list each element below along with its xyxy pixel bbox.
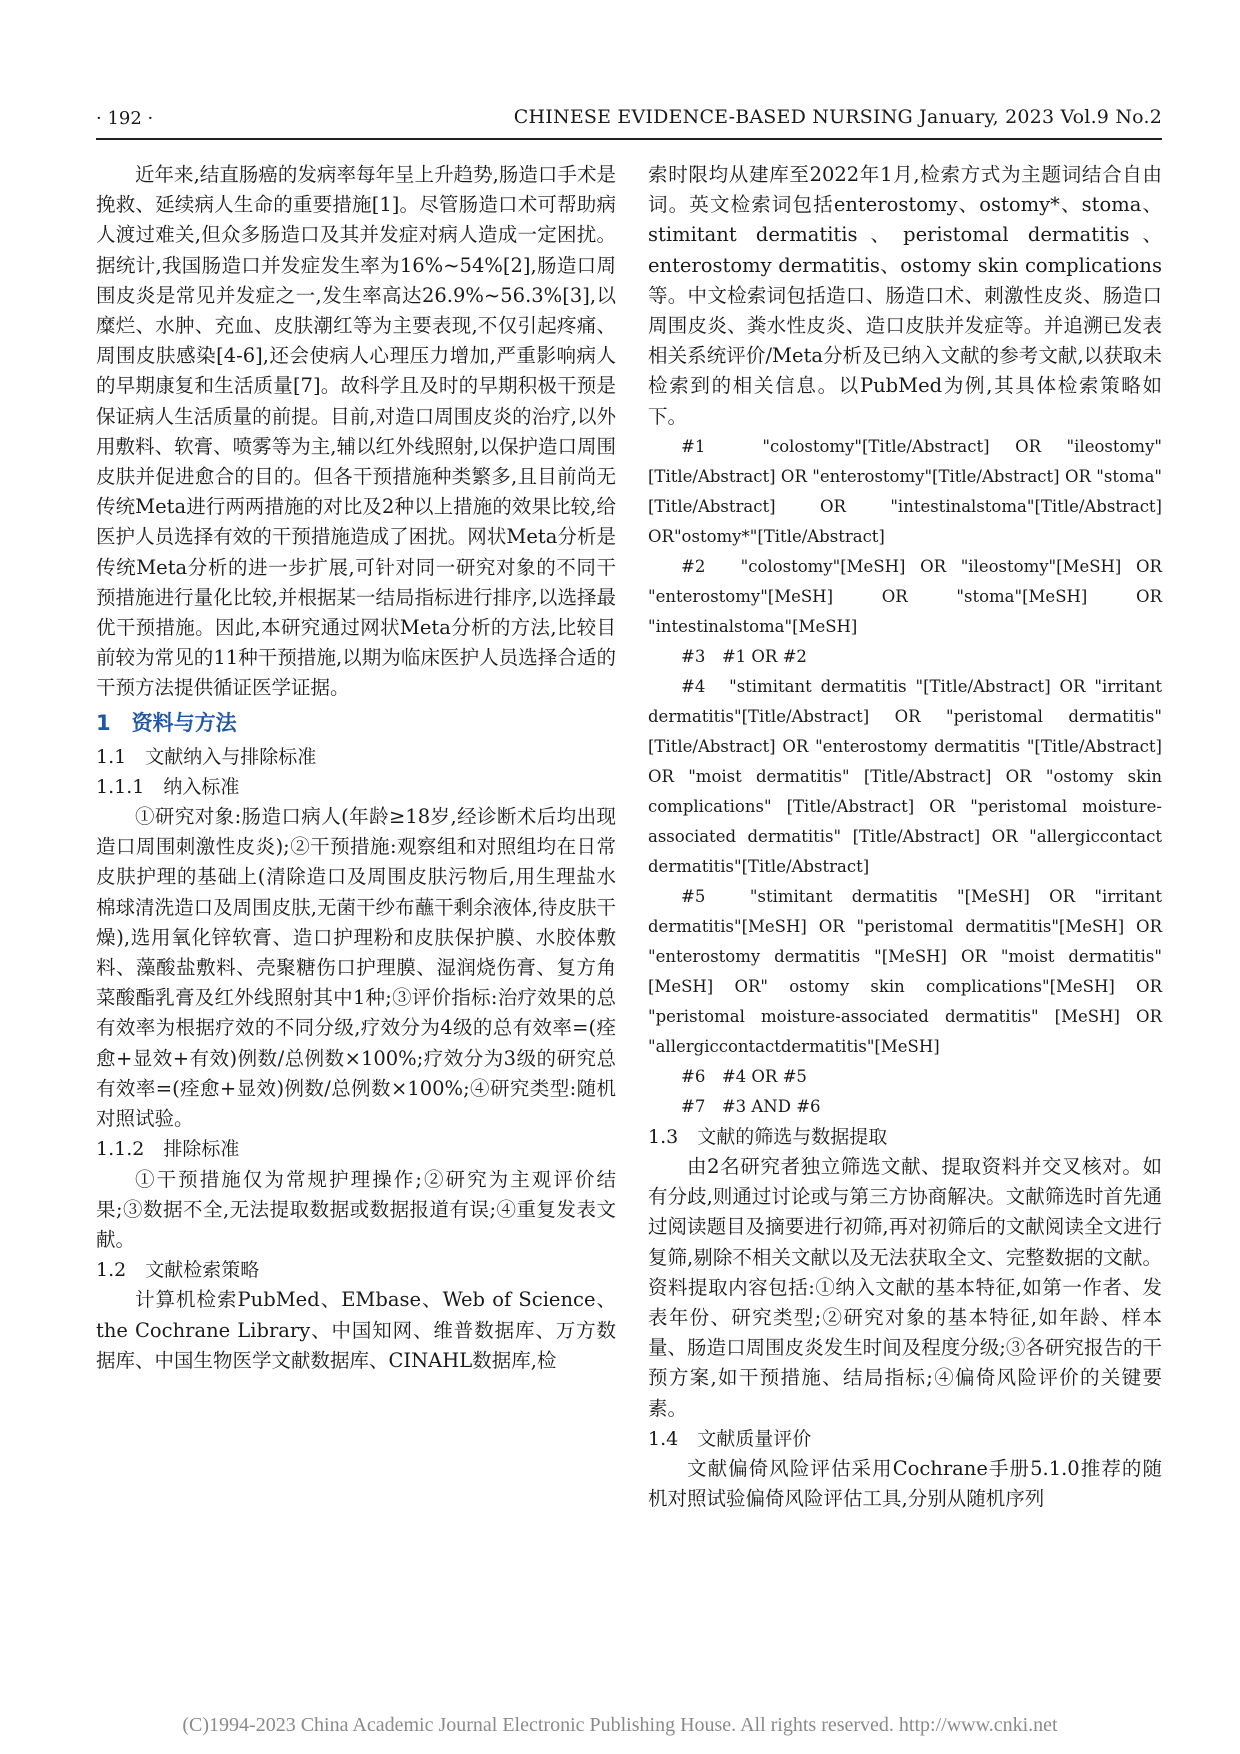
copyright-footer: (C)1994-2023 China Academic Journal Electronic Publishing House. All rights reserved. http://www.cnki.net: [182, 1714, 1058, 1736]
search-query-3: #3 #1 OR #2: [681, 646, 807, 666]
section-heading-1-1: 1.1 文献纳入与排除标准: [96, 745, 317, 768]
search-query-6: #6 #4 OR #5: [681, 1066, 807, 1086]
section-heading-1-4: 1.4 文献质量评价: [648, 1427, 812, 1450]
section-heading-1-1-1: 1.1.1 纳入标准: [96, 775, 240, 798]
exclusion-paragraph: ①干预措施仅为常规护理操作;②研究为主观评价结果;③数据不全,无法提取数据或数据报道有误;④重复发表文献。: [96, 1167, 616, 1251]
page-header: [96, 104, 1162, 140]
section-heading-1-2: 1.2 文献检索策略: [96, 1259, 260, 1282]
search-query-2: #2 "colostomy"[MeSH] OR "ileostomy"[MeSH] OR "enterostomy"[MeSH] OR "stoma"[MeSH] OR "intestinalstoma"[MeSH]: [648, 556, 1162, 636]
section-heading-1: 1 资料与方法: [96, 710, 237, 735]
inclusion-paragraph: ①研究对象:肠造口病人(年龄≥18岁,经诊断术后均出现造口周围刺激性皮炎);②干预措施:观察组和对照组均在日常皮肤护理的基础上(清除造口及周围皮肤污物后,用生理盐水棉球清洗造口及周围皮肤,无菌干纱布蘸干剩余液体,待皮肤干燥),选用氧化锌软膏、造口护理粉和皮肤保护膜、水胶体敷料、藻酸盐敷料、壳聚糖伤口护理膜、湿润烧伤膏、复方角菜酸酯乳膏及红外线照射其中1种;③评价指标:治疗效果的总有效率为根据疗效的不同分级,疗效分为4级的总有效率=(痊愈+显效+有效)例数/总例数×100%;疗效分为3级的研究总有效率=(痊愈+显效)例数/总例数×100%;④研究类型:随机对照试验。: [96, 805, 616, 1131]
page-number: · 192 ·: [96, 108, 154, 129]
left-column: [96, 160, 616, 1376]
section-heading-1-3: 1.3 文献的筛选与数据提取: [648, 1125, 888, 1148]
journal-title: CHINESE EVIDENCE-BASED NURSING January, 2023 Vol.9 No.2: [513, 106, 1162, 128]
search-query-4: #4 "stimitant dermatitis "[Title/Abstract] OR "irritant dermatitis"[Title/Abstract] OR "peristomal dermatitis"[Title/Abstract] OR "enterostomy dermatitis "[Title/Abstract] OR "moist dermatitis" [Title/Abstract] OR "ostomy skin complications" [Title/Abstract] OR "peristomal moisture-associated dermatitis" [Title/Abstract] OR "allergiccontact dermatitis"[Title/Abstract]: [648, 676, 1162, 876]
search-query-7: #7 #3 AND #6: [681, 1096, 821, 1116]
search-paragraph: 计算机检索PubMed、EMbase、Web of Science、the Cochrane Library、中国知网、维普数据库、万方数据库、中国生物医学文献数据库、CINAHL数据库,检: [96, 1288, 616, 1372]
search-paragraph-continued: 索时限均从建库至2022年1月,检索方式为主题词结合自由词。英文检索词包括enterostomy、ostomy*、stoma、stimitant dermatitis、peristomal dermatitis、enterostomy dermatitis、ostomy skin complications等。中文检索词包括造口、肠造口术、刺激性皮炎、肠造口周围皮炎、粪水性皮炎、造口皮肤并发症等。并追溯已发表相关系统评价/Meta分析及已纳入文献的参考文献,以获取未检索到的相关信息。以PubMed为例,其具体检索策略如下。: [648, 163, 1162, 428]
search-query-1: #1 "colostomy"[Title/Abstract] OR "ileostomy"[Title/Abstract] OR "enterostomy"[Title/Abstract] OR "stoma"[Title/Abstract] OR "intestinalstoma"[Title/Abstract] OR"ostomy*"[Title/Abstract]: [648, 436, 1162, 546]
section-heading-1-1-2: 1.1.2 排除标准: [96, 1138, 240, 1161]
quality-paragraph: 文献偏倚风险评估采用Cochrane手册5.1.0推荐的随机对照试验偏倚风险评估工具,分别从随机序列: [648, 1457, 1162, 1511]
search-query-5: #5 "stimitant dermatitis "[MeSH] OR "irritant dermatitis"[MeSH] OR "peristomal dermatitis"[MeSH] OR "enterostomy dermatitis "[MeSH] OR "moist dermatitis" [MeSH] OR" ostomy skin complications"[MeSH] OR "peristomal moisture-associated dermatitis" [MeSH] OR "allergiccontactdermatitis"[MeSH]: [648, 886, 1162, 1056]
intro-paragraph: 近年来,结直肠癌的发病率每年呈上升趋势,肠造口手术是挽救、延续病人生命的重要措施[1]。尽管肠造口术可帮助病人渡过难关,但众多肠造口及其并发症对病人造成一定困扰。据统计,我国肠造口并发症发生率为16%~54%[2],肠造口周围皮炎是常见并发症之一,发生率高达26.9%~56.3%[3],以糜烂、水肿、充血、皮肤潮红等为主要表现,不仅引起疼痛、周围皮肤感染[4-6],还会使病人心理压力增加,严重影响病人的早期康复和生活质量[7]。故科学且及时的早期积极干预是保证病人生活质量的前提。目前,对造口周围皮炎的治疗,以外用敷料、软膏、喷雾等为主,辅以红外线照射,以保护造口周围皮肤并促进愈合的目的。但各干预措施种类繁多,且目前尚无传统Meta进行两两措施的对比及2种以上措施的效果比较,给医护人员选择有效的干预措施造成了困扰。网状Meta分析是传统Meta分析的进一步扩展,可针对同一研究对象的不同干预措施进行量化比较,并根据某一结局指标进行排序,以选择最优干预措施。因此,本研究通过网状Meta分析的方法,比较目前较为常见的11种干预措施,以期为临床医护人员选择合适的干预方法提供循证医学证据。: [96, 163, 616, 700]
screening-paragraph: 由2名研究者独立筛选文献、提取资料并交叉核对。如有分歧,则通过讨论或与第三方协商解决。文献筛选时首先通过阅读题目及摘要进行初筛,再对初筛后的文献阅读全文进行复筛,剔除不相关文献以及无法获取全文、完整数据的文献。资料提取内容包括:①纳入文献的基本特征,如第一作者、发表年份、研究类型;②研究对象的基本特征,如年龄、样本量、肠造口周围皮炎发生时间及程度分级;③各研究报告的干预方案,如干预措施、结局指标;④偏倚风险评价的关键要素。: [648, 1155, 1162, 1420]
right-column: [648, 160, 1162, 1514]
